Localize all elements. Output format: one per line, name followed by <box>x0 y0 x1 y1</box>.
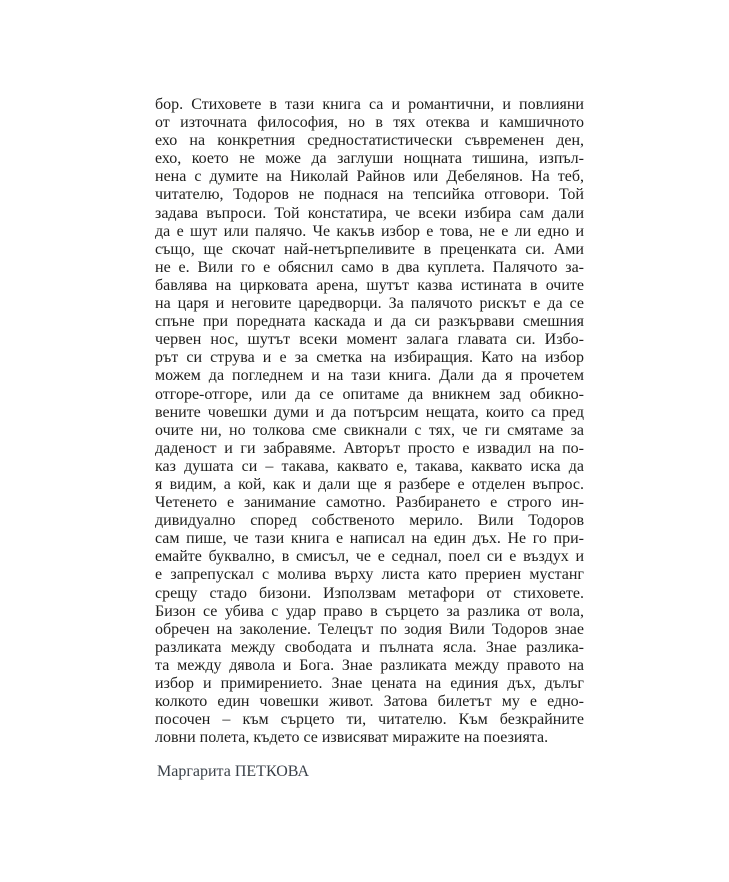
essay-text-block <box>155 96 584 747</box>
text-line: е запрепускал с молива върху листа като прериен мустанг <box>155 566 584 584</box>
text-line: нена с думите на Николай Райнов или Дебелянов. На теб, <box>155 168 584 186</box>
text-line: срещу стадо бизони. Използвам метафори от стиховете. <box>155 584 584 602</box>
text-line: спъне при поредната каскада и да си разкървави смешния <box>155 313 584 331</box>
text-line: бавлява на цирковата арена, шутът казва истината в очите <box>155 276 584 294</box>
text-line: Бизон се убива с удар право в сърцето за разлика от вола, <box>155 602 584 620</box>
text-line: обречен на заколение. Телецът по зодия Вили Тодоров знае <box>155 620 584 638</box>
text-line: задава въпроси. Той констатира, че всеки избира сам дали <box>155 204 584 222</box>
text-line: сам пише, че тази книга е написал на един дъх. Не го при- <box>155 530 584 548</box>
text-line: я видим, а кой, как и дали ще я разбере е отделен въпрос. <box>155 475 584 493</box>
text-line: емайте буквално, в смисъл, че е седнал, поел си е въздух и <box>155 548 584 566</box>
text-line: ловни полета, където се извисяват миражите на поезията. <box>155 729 549 747</box>
text-line: разликата между свободата и пълната ясла. Знае разлика- <box>155 638 584 656</box>
text-line: да е шут или палячо. Че какъв избор е това, не е ли едно и <box>155 222 584 240</box>
text-line: червен нос, шутът всеки момент залага главата си. Избо- <box>155 331 584 349</box>
text-line: не е. Вили го е обяснил само в два куплета. Палячото за- <box>155 258 584 276</box>
text-line: рът си струва и е за сметка на избиращия. Като на избор <box>155 349 584 367</box>
text-line: ехо, което не може да заглуши нощната тишина, изпъл- <box>155 150 584 168</box>
text-line: можем да погледнем и на тази книга. Дали да я прочетем <box>155 367 584 385</box>
text-line: Четенето е занимание самотно. Разбирането е строго ин- <box>155 494 584 512</box>
text-line: посочен – към сърцето ти, читателю. Към безкрайните <box>155 711 584 729</box>
text-line: бор. Стиховете в тази книга са и романтични, и повлияни <box>155 96 584 113</box>
text-line: читателю, Тодоров не поднася на тепсийка отговори. Той <box>155 186 584 204</box>
text-line: та между дявола и Бога. Знае разликата между правото на <box>155 656 584 674</box>
text-line: даденост и ги забравяме. Авторът просто е извадил на по- <box>155 439 584 457</box>
text-line: каз душата си – такава, каквато е, такава, каквато иска да <box>155 457 584 475</box>
text-line: ехо на конкретния средностатистически съвременен ден, <box>155 132 584 150</box>
author-signature: Маргарита ПЕТКОВА <box>157 763 309 780</box>
text-line: колкото един човешки живот. Затова билетът му е едно- <box>155 693 584 711</box>
text-line: на царя и неговите царедворци. За палячото рискът е да се <box>155 295 584 313</box>
text-line: отгоре-отгоре, или да се опитаме да вникнем зад обикно- <box>155 385 584 403</box>
text-line: вените човешки думи и да потърсим нещата, които са пред <box>155 403 584 421</box>
text-line: избор и примирението. Знае цената на единия дъх, дълъг <box>155 675 584 692</box>
text-line: дивидуално според собственото мерило. Вили Тодоров <box>155 512 584 530</box>
text-line: от източната философия, но в тях отеква и камшичното <box>155 114 584 132</box>
text-line: очите ни, но толкова сме свикнали с тях, че ги смятаме за <box>155 421 584 439</box>
text-line: също, ще скочат най-нетърпеливите в преценката си. Ами <box>155 240 584 258</box>
